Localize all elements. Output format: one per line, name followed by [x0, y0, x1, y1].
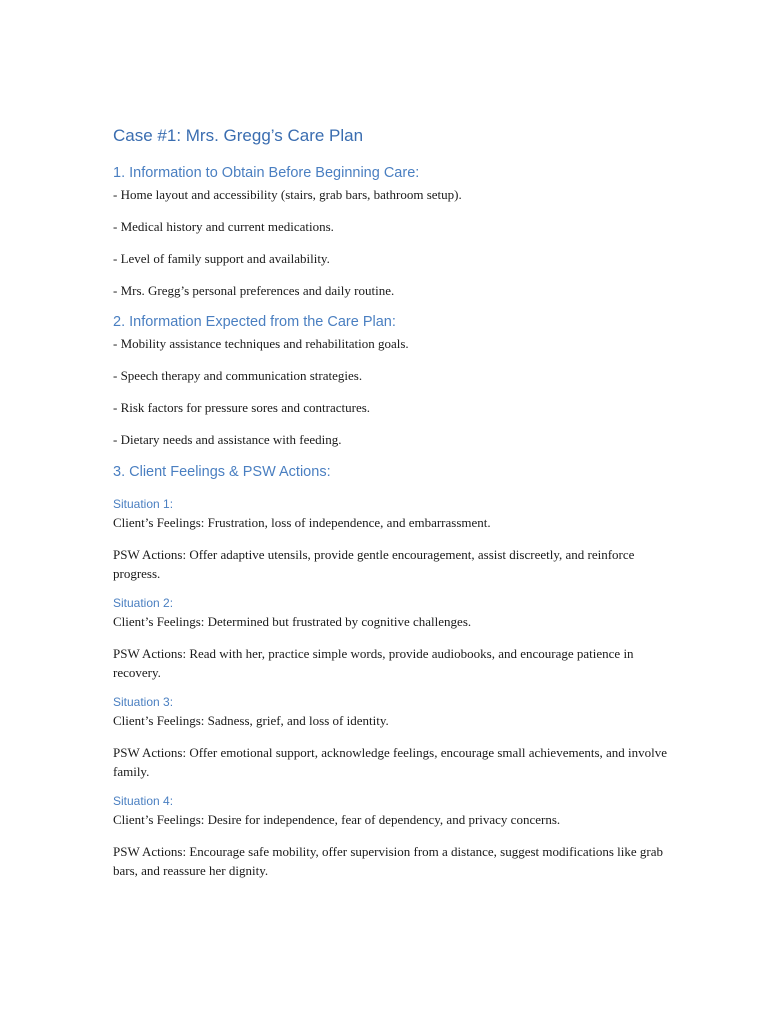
section-2-list	[113, 334, 668, 449]
client-feelings: Client’s Feelings: Frustration, loss of independence, and embarrassment.	[113, 515, 491, 530]
document-title: Case #1: Mrs. Gregg’s Care Plan	[113, 126, 364, 145]
list-item: - Mobility assistance techniques and rehabilitation goals.	[113, 336, 409, 351]
list-item: - Level of family support and availability.	[113, 251, 330, 266]
situation-2	[113, 595, 668, 682]
section-1-list	[113, 185, 668, 300]
list-item: - Mrs. Gregg’s personal preferences and daily routine.	[113, 283, 395, 298]
section-3-heading: 3. Client Feelings & PSW Actions:	[113, 464, 331, 480]
client-feelings: Client’s Feelings: Determined but frustrated by cognitive challenges.	[113, 614, 472, 629]
situation-1	[113, 496, 668, 583]
psw-actions: PSW Actions: Offer emotional support, acknowledge feelings, encourage small achievements, and involve family.	[113, 745, 668, 779]
list-item: - Home layout and accessibility (stairs, grab bars, bathroom setup).	[113, 187, 462, 202]
client-feelings: Client’s Feelings: Desire for independence, fear of dependency, and privacy concerns.	[113, 812, 561, 827]
list-item: - Medical history and current medications.	[113, 219, 334, 234]
situation-label: Situation 2:	[113, 596, 174, 610]
list-item: - Risk factors for pressure sores and contractures.	[113, 400, 371, 415]
situations-list	[113, 496, 668, 880]
section-1-heading: 1. Information to Obtain Before Beginning Care:	[113, 165, 420, 181]
situation-label: Situation 1:	[113, 497, 174, 511]
situation-label: Situation 4:	[113, 794, 174, 808]
client-feelings: Client’s Feelings: Sadness, grief, and loss of identity.	[113, 713, 389, 728]
psw-actions: PSW Actions: Encourage safe mobility, offer supervision from a distance, suggest modifications like grab bars, and reassure her dignity.	[113, 844, 663, 878]
list-item: - Speech therapy and communication strategies.	[113, 368, 363, 383]
situation-4	[113, 793, 668, 880]
list-item: - Dietary needs and assistance with feeding.	[113, 432, 342, 447]
section-2-heading: 2. Information Expected from the Care Plan:	[113, 314, 396, 330]
psw-actions: PSW Actions: Read with her, practice simple words, provide audiobooks, and encourage patience in recovery.	[113, 646, 634, 680]
situation-label: Situation 3:	[113, 695, 174, 709]
situation-3	[113, 694, 668, 781]
psw-actions: PSW Actions: Offer adaptive utensils, provide gentle encouragement, assist discreetly, and reinforce progress.	[113, 547, 635, 581]
